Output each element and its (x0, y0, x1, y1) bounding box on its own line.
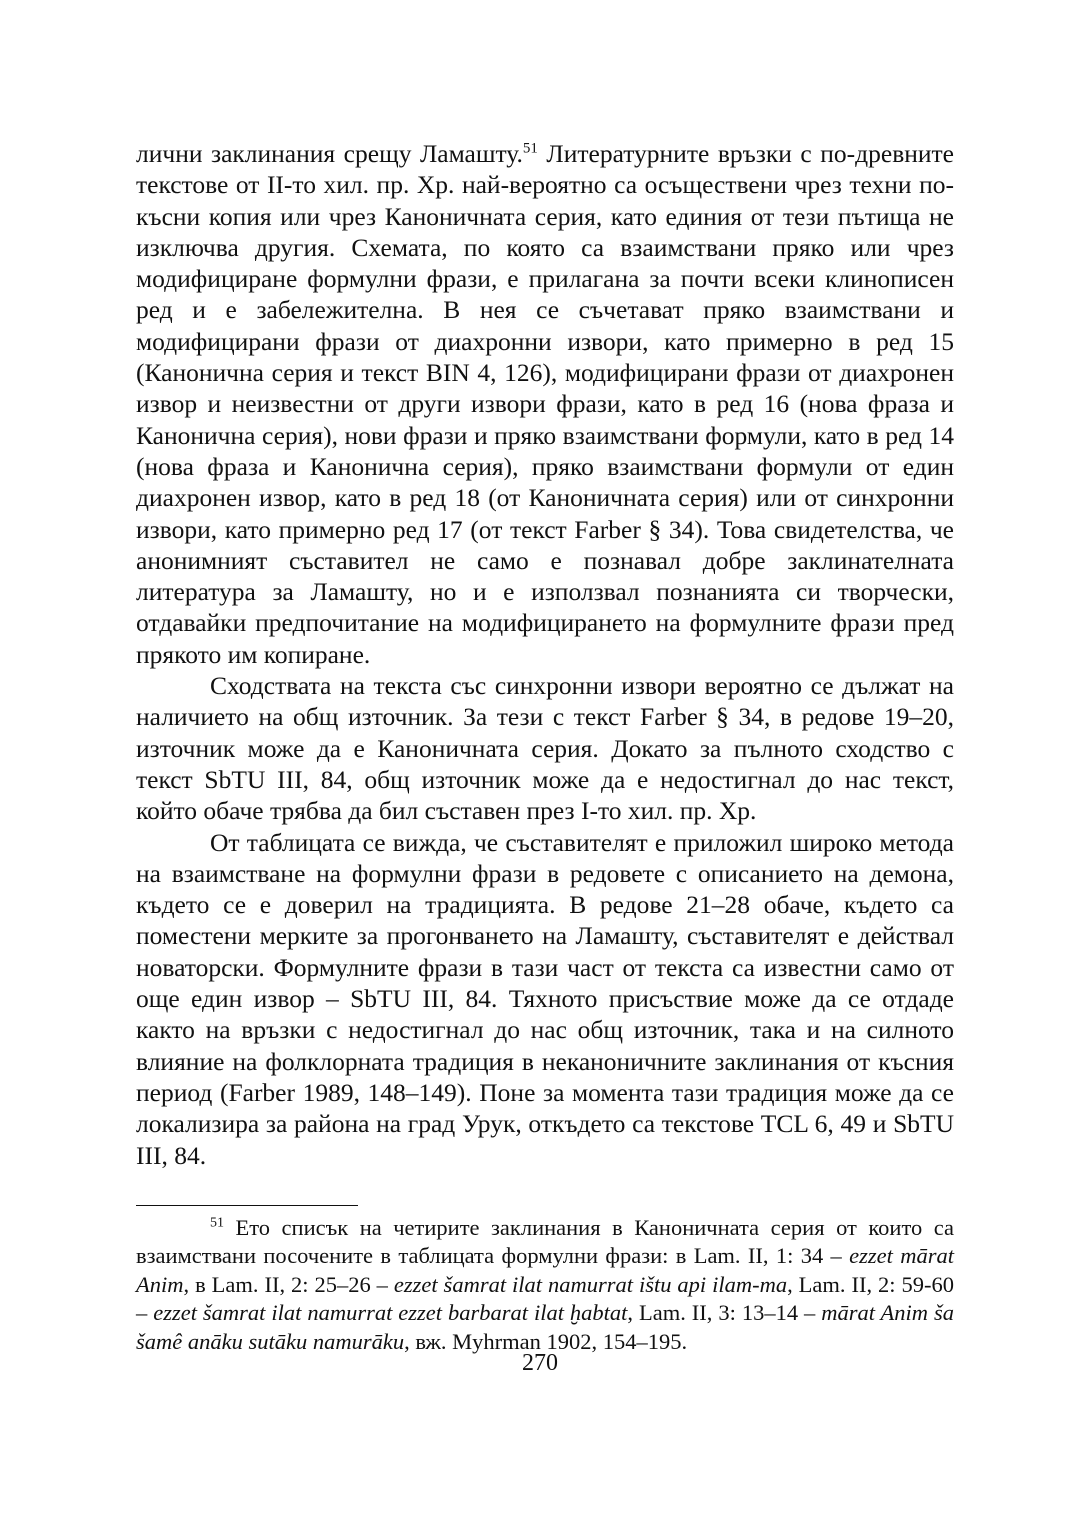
footnote-italic-phrase: mārat Anim ša šamê anāku sutāku namurāku (136, 1300, 955, 1354)
footnote-text: Ето списък на четирите заклинания в Каноничната серия от които са взаимствани посочените в таблицата формулни фрази: в Lam. II, 1: 34 – (136, 1215, 954, 1269)
footnote (136, 1214, 954, 1356)
paragraph-1-text-b: Литературните връзки с по-древните текстове от II-то хил. пр. Хр. най-вероятно са осъществени чрез техни по-късни копия или чрез Каноничната серия, като единия от тези пътища не изключва другия. Схемата, по която са взаимствани пряко или чрез модифициране формулни фрази, е прилагана за почти всеки клинописен ред и е забележителна. В нея се съчетават пряко взаимствани и модифицирани фрази от диахронни извори, като примерно в ред 15 (Канонична серия и текст BIN 4, 126), модифицирани фрази от диахронен извор и неизвестни от други извори фрази, като в ред 16 (нова фраза и Канонична серия), нови фрази и пряко взаимствани формули, като в ред 14 (нова фраза и Канонична серия), пряко взаимствани формули от един диахронен извор, като в ред 18 (от Каноничната серия) или от синхронни извори, като примерно ред 17 (от текст Farber § 34). Това свидетелства, че анонимният съставител не само е познавал добре заклинателната литература за Ламашту, но и е използвал познанията си творчески, отдавайки предпочитание на модифицирането на формулните фрази пред прякото им копиране. (136, 139, 954, 669)
footnote-divider (136, 1205, 358, 1206)
footnote-text: , в Lam. II, 2: 25–26 – (183, 1271, 394, 1297)
page-number: 270 (522, 1350, 558, 1376)
footnote-text: , Lam. II, 3: 13–14 – (627, 1300, 822, 1326)
footnote-italic-phrase: ezzet mārat Anim (136, 1243, 954, 1297)
paragraph-2: Сходствата на текста със синхронни извори вероятно се дължат на наличието на общ източник. За тези с текст Farber § 34, в редове 19–20, източник може да е Каноничната серия. Докато за пълното сходство с текст SbTU III, 84, общ източник може да е недостигнал до нас текст, който обаче трябва да бил съставен през I-то хил. пр. Хр. (136, 671, 954, 826)
paragraph-1 (136, 138, 954, 670)
footnote-italic-phrase: ezzet šamrat ilat namurrat ezzet barbarat ilat ḫabtat (153, 1300, 628, 1326)
paragraph-3: От таблицата се вижда, че съставителят е приложил широко метода на взаимстване на формулни фрази в редовете с описанието на демона, където се е доверил на традицията. В редове 21–28 обаче, където са поместени мерките за прогонването на Ламашту, съставителят е действал новаторски. Формулните фрази в тази част от текста са известни само от още един извор – SbTU III, 84. Тяхното присъствие може да се отдаде както на връзки с недостигнал до нас общ източник, така и на силното влияние на фолклорната традиция в неканоничните заклинания от късния период (Farber 1989, 148–149). Поне за момента тази традиция може да се локализира за района на град Урук, откъдето са текстове TCL 6, 49 и SbTU III, 84. (136, 827, 954, 1170)
footnote-text: , вж. Myhrman 1902, 154–195. (404, 1328, 688, 1354)
footnote-italic-phrase: ezzet šamrat ilat namurrat ištu api ilam-ma (393, 1271, 788, 1297)
footnote-reference: 51 (522, 140, 538, 157)
paragraph-1-text-a: лични заклинания срещу Ламашту. (136, 139, 523, 168)
footnote-text: , Lam. II, 2: 59-60 – (136, 1271, 954, 1326)
main-text (136, 138, 954, 1171)
footnote-number: 51 (210, 1215, 224, 1231)
